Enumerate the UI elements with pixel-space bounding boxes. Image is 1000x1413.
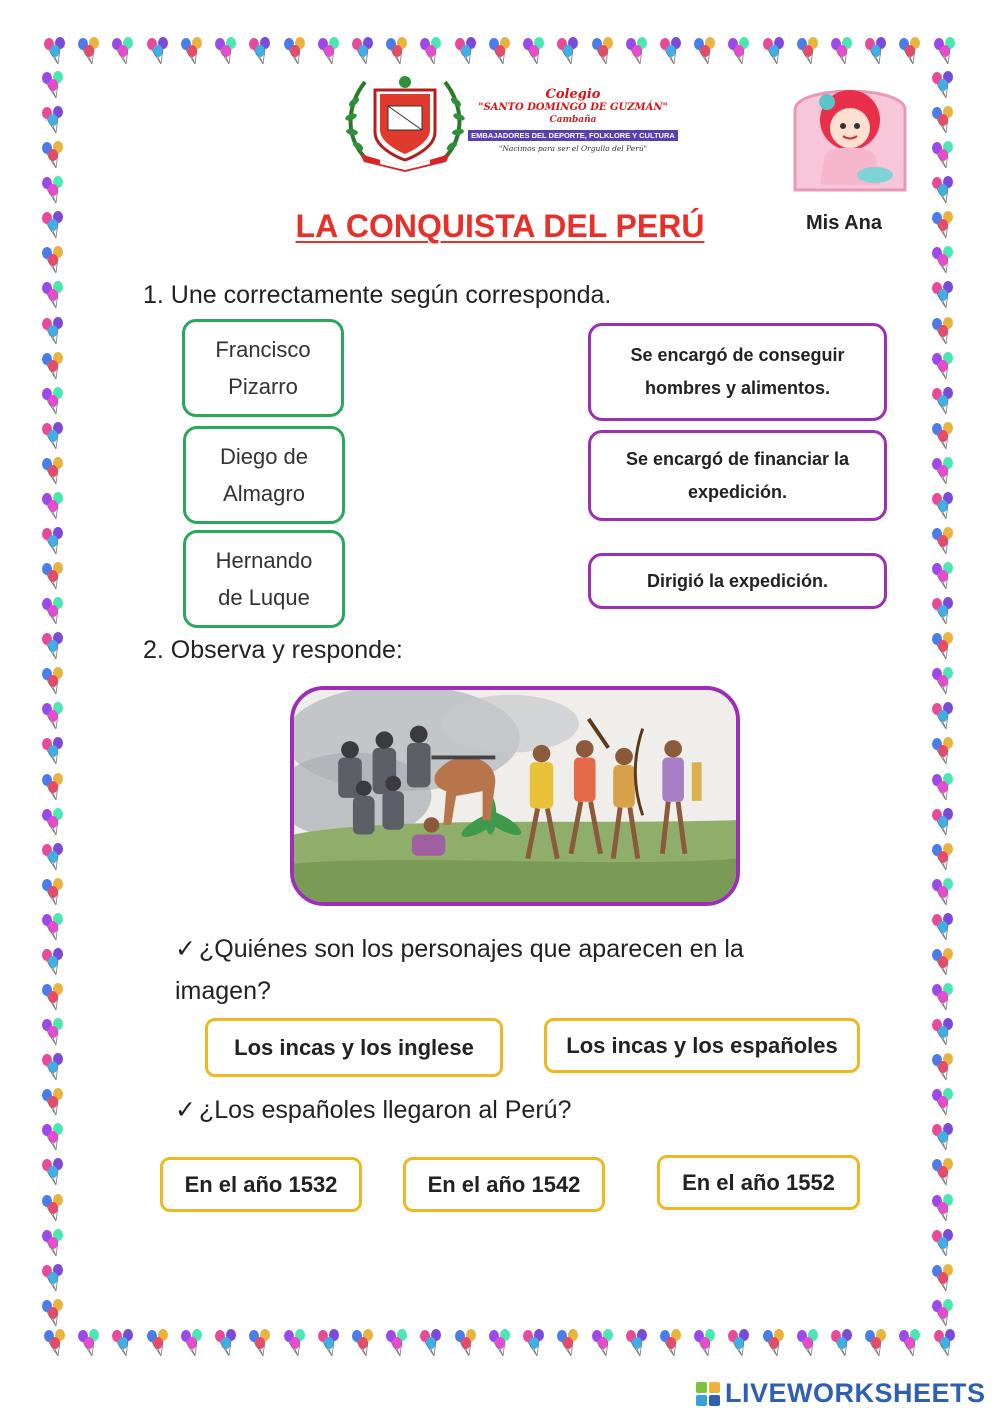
balloon-icon [38, 631, 68, 661]
balloon-icon [928, 1228, 958, 1258]
balloon-icon [38, 70, 68, 100]
teacher-avatar-icon [785, 80, 915, 195]
balloon-icon [38, 1087, 68, 1117]
balloon-icon [38, 421, 68, 451]
balloon-icon [928, 877, 958, 907]
balloon-icon [314, 1328, 344, 1358]
balloon-icon [143, 1328, 173, 1358]
balloon-icon [280, 36, 310, 66]
name-card-line: de Luque [218, 585, 310, 610]
balloon-icon [348, 36, 378, 66]
answer-option-1532[interactable]: En el año 1532 [160, 1157, 362, 1212]
balloon-icon [38, 1228, 68, 1258]
balloon-icon [38, 105, 68, 135]
teacher-avatar [785, 80, 915, 195]
checkmark-icon: ✓ [175, 1096, 196, 1124]
balloon-icon [38, 140, 68, 170]
school-tagline: EMBAJADORES DEL DEPORTE, FOLKLORE Y CULTURA [468, 130, 678, 141]
balloon-icon [416, 1328, 446, 1358]
school-name-block [468, 88, 678, 153]
balloon-icon [928, 701, 958, 731]
conquest-illustration [290, 686, 740, 906]
balloon-icon [928, 386, 958, 416]
battle-scene-image [294, 690, 736, 902]
balloon-icon [827, 1328, 857, 1358]
balloon-icon [211, 36, 241, 66]
balloon-icon [40, 1328, 70, 1358]
balloon-icon [553, 1328, 583, 1358]
balloon-icon [38, 491, 68, 521]
border-bottom [40, 1328, 960, 1362]
balloon-icon [588, 1328, 618, 1358]
balloon-icon [759, 36, 789, 66]
balloon-icon [416, 36, 446, 66]
balloon-icon [74, 36, 104, 66]
balloon-icon [928, 105, 958, 135]
liveworksheets-watermark [695, 1378, 986, 1409]
balloon-icon [38, 386, 68, 416]
balloon-icon [348, 1328, 378, 1358]
balloon-icon [928, 1193, 958, 1223]
balloon-icon [861, 1328, 891, 1358]
sub-question-1-text: ¿Quiénes son los personajes que aparecen en la imagen? [175, 935, 744, 1005]
balloon-icon [38, 456, 68, 486]
name-card-line: Diego de [219, 444, 309, 469]
balloon-icon [928, 1087, 958, 1117]
answer-option-1552[interactable]: En el año 1552 [657, 1155, 860, 1210]
watermark-text: LIVEWORKSHEETS [725, 1378, 986, 1408]
balloon-icon [928, 245, 958, 275]
balloon-icon [245, 1328, 275, 1358]
role-card-line: Dirigió la expedición. [646, 570, 829, 591]
balloon-icon [38, 1052, 68, 1082]
balloon-icon [38, 701, 68, 731]
balloon-icon [928, 596, 958, 626]
answer-option-1542[interactable]: En el año 1542 [403, 1157, 605, 1212]
balloon-icon [280, 1328, 310, 1358]
balloon-icon [928, 631, 958, 661]
school-name: "SANTO DOMINGO DE GUZMÁN" [478, 102, 668, 113]
balloon-icon [928, 456, 958, 486]
balloon-icon [485, 1328, 515, 1358]
name-card-almagro[interactable] [183, 426, 345, 524]
balloon-icon [928, 736, 958, 766]
balloon-icon [38, 1298, 68, 1328]
school-label: Colegio [545, 87, 601, 102]
balloon-icon [928, 280, 958, 310]
balloon-icon [928, 947, 958, 977]
balloon-icon [519, 36, 549, 66]
balloon-icon [928, 1263, 958, 1293]
balloon-icon [553, 36, 583, 66]
balloon-icon [177, 1328, 207, 1358]
balloon-icon [38, 666, 68, 696]
balloon-icon [38, 1122, 68, 1152]
name-card-line: Pizarro [228, 374, 298, 399]
balloon-icon [690, 1328, 720, 1358]
balloon-icon [38, 1017, 68, 1047]
sub-question-2 [175, 1089, 571, 1131]
balloon-icon [38, 842, 68, 872]
balloon-icon [928, 140, 958, 170]
balloon-icon [895, 36, 925, 66]
role-card-line: hombres y alimentos. [644, 378, 831, 398]
balloon-icon [74, 1328, 104, 1358]
balloon-icon [38, 982, 68, 1012]
page-title: LA CONQUISTA DEL PERÚ [295, 208, 705, 244]
balloon-icon [588, 36, 618, 66]
question-2-prompt: 2. Observa y responde: [143, 636, 403, 664]
role-card-finance[interactable] [588, 430, 887, 521]
balloon-icon [382, 36, 412, 66]
balloon-icon [519, 1328, 549, 1358]
balloon-icon [38, 561, 68, 591]
balloon-icon [108, 1328, 138, 1358]
answer-option-incas-espanoles[interactable]: Los incas y los españoles [544, 1018, 860, 1073]
balloon-icon [656, 36, 686, 66]
balloon-icon [759, 1328, 789, 1358]
role-card-line: expedición. [687, 481, 788, 502]
balloon-icon [38, 736, 68, 766]
role-card-line: Se encargó de financiar la [625, 448, 850, 469]
liveworksheets-logo-icon [695, 1381, 721, 1407]
balloon-icon [928, 1298, 958, 1328]
balloon-icon [38, 807, 68, 837]
balloon-icon [38, 1193, 68, 1223]
balloon-icon [724, 1328, 754, 1358]
balloon-icon [895, 1328, 925, 1358]
checkmark-icon: ✓ [175, 935, 196, 963]
balloon-icon [928, 842, 958, 872]
sub-question-2-text: ¿Los españoles llegaron al Perú? [199, 1096, 572, 1124]
name-card-line: Francisco [215, 337, 311, 362]
balloon-icon [793, 36, 823, 66]
balloon-icon [928, 351, 958, 381]
role-card-supplies[interactable] [588, 323, 887, 421]
balloon-icon [38, 526, 68, 556]
border-right [928, 70, 962, 1328]
balloon-icon [928, 421, 958, 451]
balloon-icon [40, 36, 70, 66]
balloon-icon [690, 36, 720, 66]
balloon-icon [177, 36, 207, 66]
balloon-icon [928, 70, 958, 100]
balloon-icon [451, 36, 481, 66]
balloon-icon [928, 666, 958, 696]
balloon-icon [930, 36, 960, 66]
school-city: Cambaña [549, 115, 597, 125]
balloon-icon [656, 1328, 686, 1358]
balloon-icon [928, 982, 958, 1012]
balloon-icon [143, 36, 173, 66]
balloon-icon [861, 36, 891, 66]
balloon-icon [928, 807, 958, 837]
balloon-icon [928, 1017, 958, 1047]
balloon-icon [38, 280, 68, 310]
balloon-icon [622, 1328, 652, 1358]
balloon-icon [38, 912, 68, 942]
school-motto: "Nacimos para ser el Orgullo del Perú" [498, 144, 648, 153]
balloon-icon [928, 1052, 958, 1082]
balloon-icon [793, 1328, 823, 1358]
answer-option-incas-ingleses[interactable]: Los incas y los inglese [205, 1018, 503, 1077]
balloon-icon [724, 36, 754, 66]
balloon-icon [38, 175, 68, 205]
name-card-pizarro[interactable] [182, 319, 344, 417]
balloon-icon [451, 1328, 481, 1358]
balloon-icon [928, 526, 958, 556]
balloon-icon [38, 1263, 68, 1293]
balloon-icon [245, 36, 275, 66]
question-1-prompt: 1. Une correctamente según corresponda. [143, 281, 612, 309]
balloon-icon [485, 36, 515, 66]
balloon-icon [38, 877, 68, 907]
balloon-icon [38, 316, 68, 346]
name-card-line: Hernando [215, 548, 313, 573]
balloon-icon [382, 1328, 412, 1358]
role-card-lead[interactable] [588, 553, 887, 609]
balloon-icon [930, 1328, 960, 1358]
teacher-name: Mis Ana [806, 212, 882, 234]
balloon-icon [38, 596, 68, 626]
balloon-icon [928, 1122, 958, 1152]
balloon-icon [928, 772, 958, 802]
balloon-icon [928, 1157, 958, 1187]
balloon-icon [38, 1157, 68, 1187]
sub-question-1 [175, 928, 815, 1012]
balloon-icon [928, 491, 958, 521]
balloon-icon [108, 36, 138, 66]
balloon-icon [211, 1328, 241, 1358]
role-card-line: Se encargó de conseguir [630, 345, 845, 365]
name-card-line: Almagro [223, 481, 305, 506]
balloon-icon [928, 175, 958, 205]
border-left [38, 70, 72, 1328]
school-crest-icon [340, 72, 470, 172]
balloon-icon [928, 316, 958, 346]
name-card-luque[interactable] [183, 530, 345, 628]
balloon-icon [38, 772, 68, 802]
balloon-icon [38, 245, 68, 275]
balloon-icon [314, 36, 344, 66]
balloon-icon [38, 351, 68, 381]
balloon-icon [928, 912, 958, 942]
border-top [40, 36, 960, 70]
balloon-icon [38, 947, 68, 977]
balloon-icon [928, 561, 958, 591]
balloon-icon [622, 36, 652, 66]
balloon-icon [827, 36, 857, 66]
